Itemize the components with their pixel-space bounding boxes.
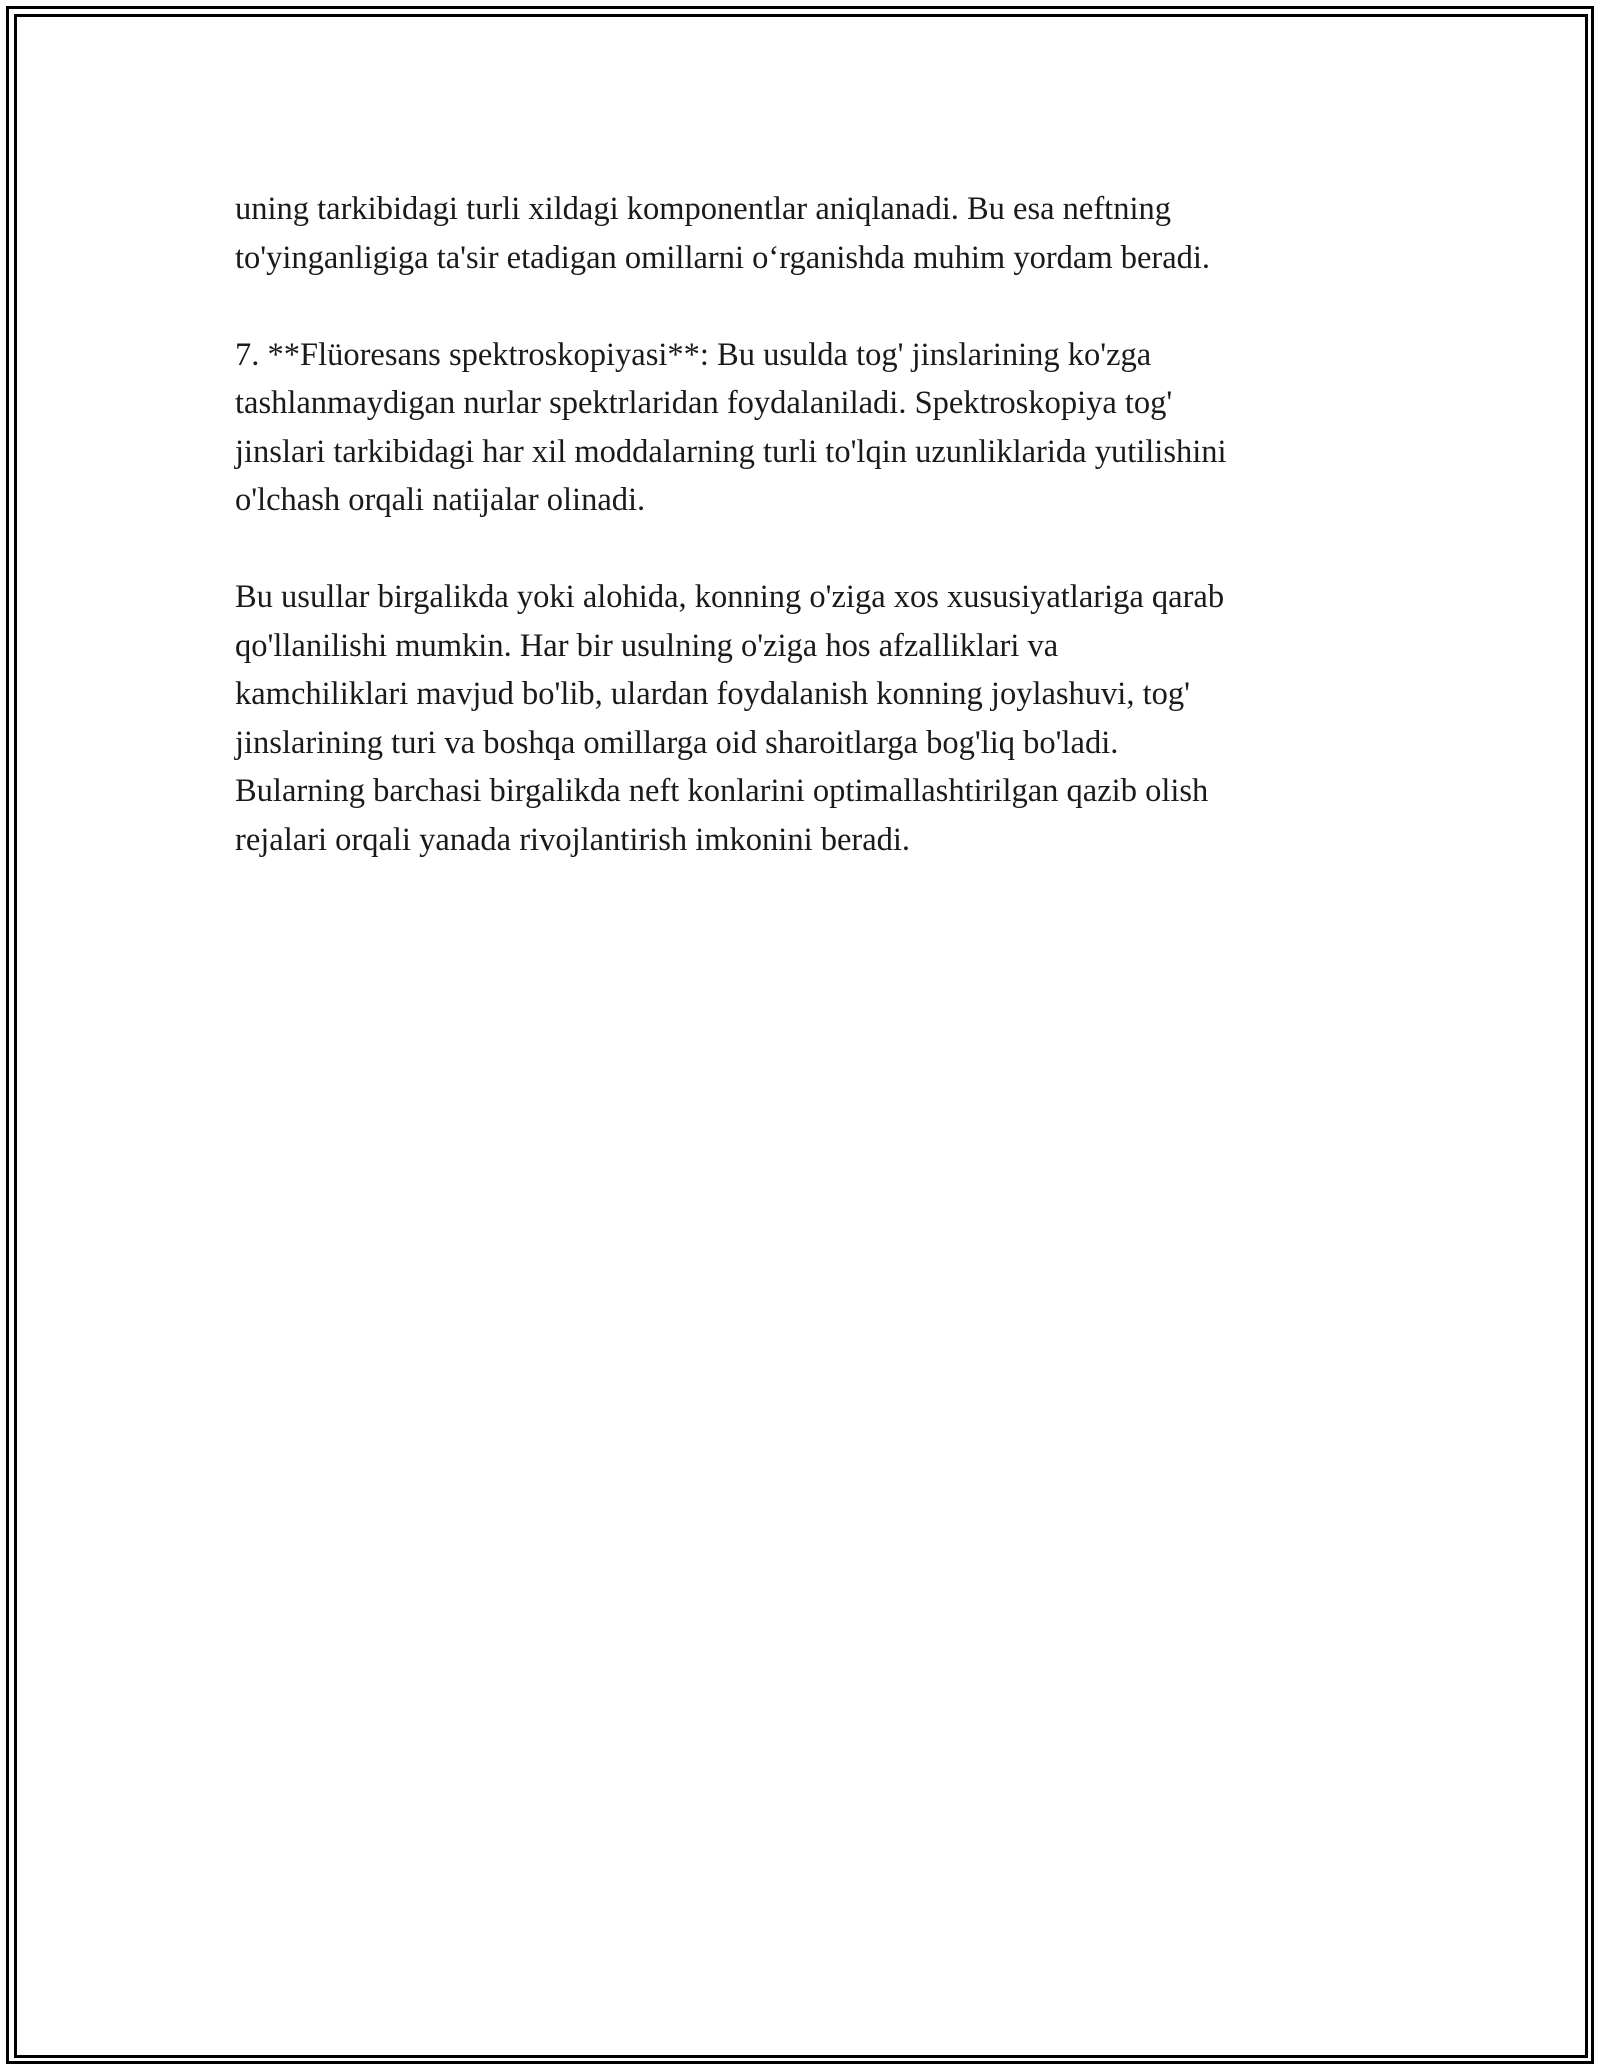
text-line: rejalari orqali yanada rivojlantirish imkonini beradi. <box>235 821 911 858</box>
text-line: Bularning barchasi birgalikda neft konlarini optimallashtirilgan qazib olish <box>235 773 1209 809</box>
text-line: o'lchash orqali natijalar olinadi. <box>235 482 646 518</box>
text-line: tashlanmaydigan nurlar spektrlaridan foydalaniladi. Spektroskopiya tog' <box>235 385 1173 421</box>
text-line: kamchiliklari mavjud bo'lib, ulardan foydalanish konning joylashuvi, tog' <box>235 676 1190 712</box>
document-body <box>235 185 1375 913</box>
text-line: Bu usullar birgalikda yoki alohida, konning o'ziga xos xususiyatlariga qarab <box>235 579 1225 615</box>
text-line: qo'llanilishi mumkin. Har bir usulning o'ziga hos afzalliklari va <box>235 627 1059 664</box>
text-line: 7. **Flüoresans spektroskopiyasi**: Bu usulda tog' jinslarining ko'zga <box>235 336 1152 373</box>
paragraph-fluorescence-spectroscopy <box>235 331 1375 525</box>
text-line: jinslari tarkibidagi har xil moddalarning turli to'lqin uzunliklarida yutilishini <box>235 433 1227 470</box>
text-line: jinslarining turi va boshqa omillarga oid sharoitlarga bog'liq bo'ladi. <box>235 724 1119 761</box>
text-line: to'yinganligiga ta'sir etadigan omillarni o‘rganishda muhim yordam beradi. <box>235 239 1211 276</box>
text-line: uning tarkibidagi turli xildagi komponentlar aniqlanadi. Bu esa neftning <box>235 191 1171 227</box>
paragraph-conclusion <box>235 573 1375 864</box>
paragraph-continuation <box>235 185 1375 282</box>
